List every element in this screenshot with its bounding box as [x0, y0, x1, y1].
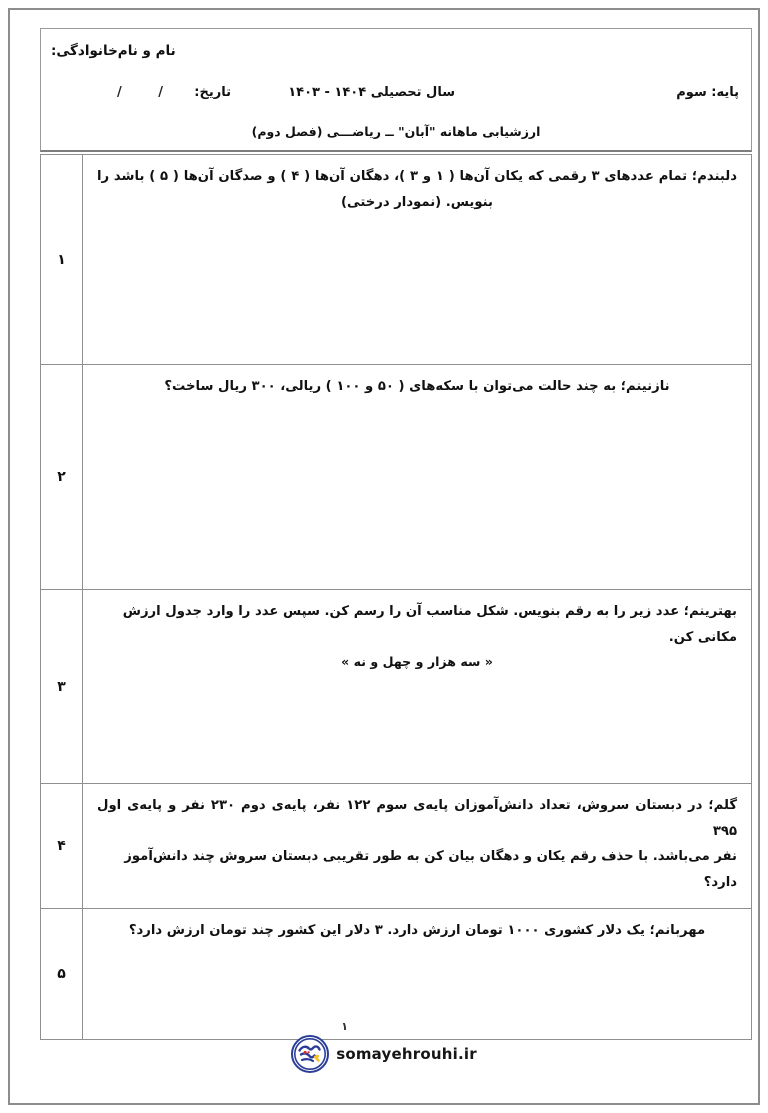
question-number-3: ۳: [41, 590, 83, 784]
table-row: [41, 155, 752, 365]
page-number: ۱: [341, 1020, 348, 1033]
somayeh-rouhi-logo-icon: [291, 1035, 329, 1073]
question-line: بهترینم؛ عدد زیر را به رقم بنویس. شکل مناسب آن را رسم کن. سپس عدد را وارد جدول ارزش مکانی کن.: [122, 604, 737, 645]
question-body-2: [83, 365, 752, 590]
worksheet-sheet: [40, 28, 752, 1038]
date-field-slots: / /: [116, 85, 179, 100]
question-line: گلم؛ در دبستان سروش، تعداد دانش‌آموزان پایه‌ی سوم ۱۲۲ نفر، پایه‌ی دوم ۲۳۰ نفر و پایه‌ی اول ۳۹۵: [97, 798, 737, 839]
question-body-1: [83, 155, 752, 365]
date-field-label: تاریخ:: [194, 85, 231, 100]
question-number-2: ۲: [41, 365, 83, 590]
question-number-4: ۴: [41, 784, 83, 909]
question-body-3: [83, 590, 752, 784]
question-line: نفر می‌باشد. با حذف رقم یکان و دهگان بیان کن به طور تقریبی دبستان سروش چند دانش‌آموز دارد؟: [124, 849, 737, 891]
academic-year-label: سال تحصیلی ۱۴۰۴ - ۱۴۰۳: [288, 85, 455, 100]
student-name-field-label: نام و نام‌خانوادگی:: [51, 43, 176, 59]
question-line: دلبندم؛ تمام عددهای ۳ رقمی که یکان آن‌ها ( ۱ و ۳ )، دهگان آن‌ها ( ۴ ) و صدگان آن‌ها ( ۵ ) باشد را: [97, 169, 737, 184]
footer-branding: [10, 1019, 758, 1089]
header-row-name: [41, 43, 751, 59]
header-row-title: [41, 124, 751, 139]
question-body-4: [83, 784, 752, 909]
brand-website-text: somayehrouhi.ir: [336, 1045, 477, 1063]
assessment-title: ارزشیابی ماهانه "آبان" ــ ریاضـــی (فصل دوم): [251, 124, 541, 139]
brand-wrap: [291, 1020, 477, 1073]
question-line: مهربانم؛ یک دلار کشوری ۱۰۰۰ تومان ارزش دارد. ۳ دلار این کشور چند تومان ارزش دارد؟: [128, 923, 706, 938]
question-line: بنویس. (نمودار درختی): [341, 194, 493, 210]
question-number-1: ۱: [41, 155, 83, 365]
worksheet-header: [40, 28, 752, 152]
table-row: [41, 784, 752, 909]
table-row: [41, 590, 752, 784]
question-number-5: ۵: [41, 909, 83, 1040]
question-line: نازنینم؛ به چند حالت می‌توان با سکه‌های ( ۵۰ و ۱۰۰ ) ریالی، ۳۰۰ ریال ساخت؟: [164, 379, 670, 394]
grade-label: پایه: سوم: [676, 85, 739, 100]
question-line: « سه هزار و چهل و نه »: [341, 654, 493, 670]
table-row: [41, 365, 752, 590]
page-frame: [8, 8, 760, 1105]
header-row-meta: [41, 85, 751, 100]
questions-table: [40, 154, 752, 1040]
